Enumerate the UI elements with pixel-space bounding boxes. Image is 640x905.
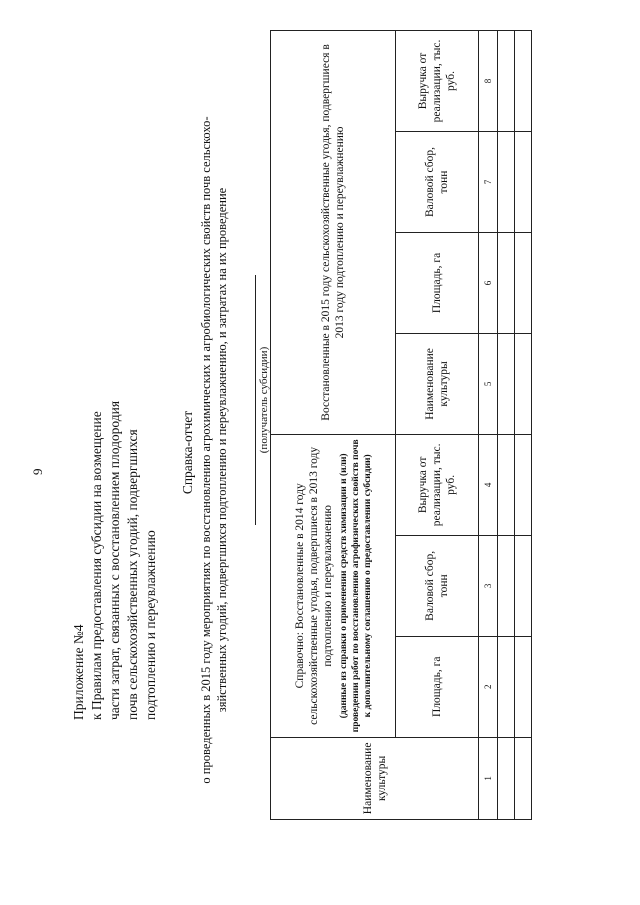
column-number: 7 xyxy=(479,132,498,233)
column-number: 3 xyxy=(479,535,498,636)
table-cell xyxy=(515,333,532,434)
col-area-header: Площадь, га xyxy=(396,636,479,737)
reference-title: Справочно: Восстановленные в 2014 году сельскохозяйственные угодья, подвергшиеся в 2013 году подтоплению и переувлажнению xyxy=(293,446,334,725)
table-cell xyxy=(515,737,532,819)
table-cell xyxy=(515,535,532,636)
report-subtitle xyxy=(198,55,230,845)
appendix-line: почв сельскохозяйственных угодий, подвергшихся xyxy=(125,429,140,720)
reference-note: (данные из справки о применении средств химизации и (или) проведении работ по восстановлению агрофизических свойств почв к дополнительному соглашению о предоставлении субсидии) xyxy=(338,439,373,733)
subtitle-line: зяйственных угодий, подвергшихся подтоплению и переувлажнению, и затратах на их проведение xyxy=(215,187,229,713)
col-yield-header: Валовой сбор, тонн xyxy=(396,535,479,636)
col-crop-header: Наименование культуры xyxy=(396,333,479,434)
appendix-block xyxy=(70,100,160,720)
col-revenue-header: Выручка от реализации, тыс. руб. xyxy=(396,31,479,132)
table-cell xyxy=(498,232,515,333)
col-revenue-header: Выручка от реализации, тыс. руб. xyxy=(396,434,479,535)
col-yield-header: Валовой сбор, тонн xyxy=(396,132,479,233)
crop-header-cell xyxy=(271,737,479,819)
table-cell xyxy=(515,132,532,233)
table-cell xyxy=(498,132,515,233)
col-area-header: Площадь, га xyxy=(396,232,479,333)
reference-header-cell xyxy=(271,434,396,737)
table-cell xyxy=(498,636,515,737)
column-number: 5 xyxy=(479,333,498,434)
appendix-title: Приложение №4 xyxy=(71,624,86,720)
column-number: 1 xyxy=(479,737,498,819)
appendix-line: части затрат, связанных с восстановлением плодородия xyxy=(107,400,122,720)
column-number: 2 xyxy=(479,636,498,737)
crop-header: Наименование культуры xyxy=(361,742,388,815)
table-cell xyxy=(515,636,532,737)
column-number: 6 xyxy=(479,232,498,333)
table-cell xyxy=(515,434,532,535)
appendix-line: подтоплению и переувлажнению xyxy=(143,530,158,720)
table-cell xyxy=(515,232,532,333)
table-cell xyxy=(498,333,515,434)
restored-2015-header-cell xyxy=(271,31,396,435)
recipient-label: (получатель субсидии) xyxy=(255,275,270,525)
restored-2015-title: Восстановленные в 2015 году сельскохозяйственные угодья, подвергшиеся в 2013 году подтоплению и переувлажнению xyxy=(320,44,346,421)
column-number: 4 xyxy=(479,434,498,535)
table-cell xyxy=(498,535,515,636)
report-title: Справка-отчет xyxy=(180,410,195,495)
table-cell xyxy=(498,737,515,819)
table-cell xyxy=(498,31,515,132)
table-cell xyxy=(515,31,532,132)
column-number: 8 xyxy=(479,31,498,132)
table-cell xyxy=(498,434,515,535)
report-table xyxy=(270,30,532,820)
appendix-line: к Правилам предоставления субсидии на возмещение xyxy=(89,411,104,720)
subtitle-line: о проведенных в 2015 году мероприятиях по восстановлению агрохимических и агробиологических свойств почв сельскохо- xyxy=(199,116,213,784)
page-number: 9 xyxy=(30,468,45,475)
